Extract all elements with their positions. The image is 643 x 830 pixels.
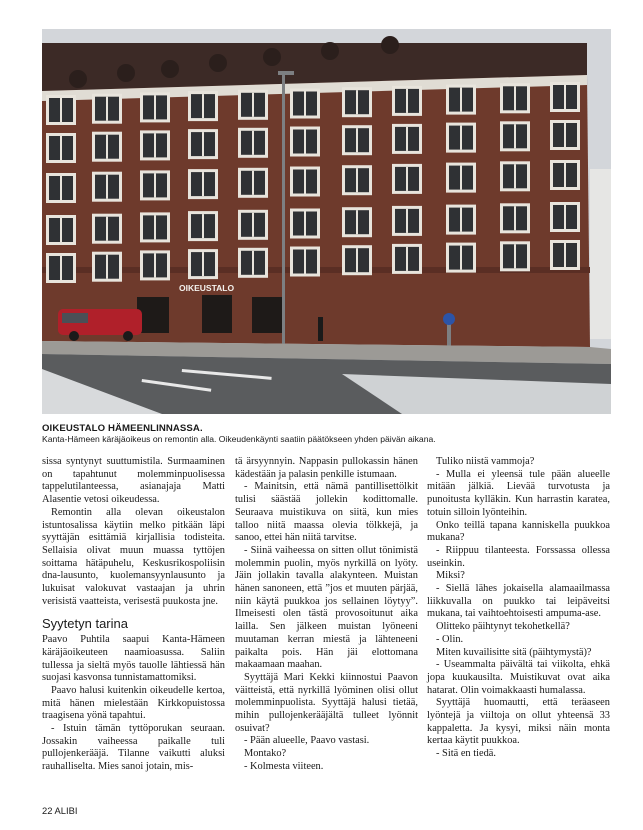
article-column-1 [42, 456, 225, 774]
paragraph: Paavo halusi kuitenkin oikeudelle kertoa, mitä hänen mielestään Kirkkopuistossa traagisena yönä tapahtui. [42, 684, 225, 722]
paragraph: - Istuin tämän tyttöporukan seuraan. Jossakin vaiheessa paikalle tuli pullojenkerääjä. Tilanne vaikutti aluksi rauhalliselta. Mies sanoi jotain, mis- [42, 723, 225, 773]
photo-caption-text: Kanta-Hämeen käräjäoikeus on remontin alla. Oikeudenkäynti saatiin päätökseen yhden päivän aikana. [42, 434, 436, 444]
courthouse-illustration [42, 29, 611, 414]
paragraph: - Siellä lähes jokaisella alamaailmassa liikkuvalla on puukko tai leipäveitsi mukana, tai vaihtoehtoisesti ampuma-ase. [427, 583, 610, 620]
building-sign: OIKEUSTALO [179, 283, 235, 293]
paragraph: Paavo Puhtila saapui Kanta-Hämeen käräjäoikeuteen naamioasussa. Saliin tullessa ja sieltä myös tauolle lähtiessä hän suojasi kasvonsa tunnistamattomiksi. [42, 634, 225, 684]
paragraph: Syyttäjä Mari Kekki kiinnostui Paavon väitteistä, että nyrkillä lyöminen olisi ollut molemminpuolista. Syyttäjä halusi tietää, mihin pullojenkerääjältä tulleet lyönnit osuivat? [235, 671, 418, 734]
paragraph: tä ärsyynnyin. Nappasin pullokassin hänen kädestään ja palasin penkille istumaan. [235, 456, 418, 480]
paragraph: - Mainitsin, että nämä pantillisettölkit tulisi säästää jollekin kodittomalle. Seuraava muistikuva on siitä, kun mies talloo niitä maassa olevia tölkkejä, ja sanoo, ettei hän niitä tarvitse. [235, 481, 418, 544]
paragraph: - Useammalta päivältä tai viikolta, ehkä jopa kuukausilta. Muistikuvat ovat aika hatarat. Olin voimakkaasti humalassa. [427, 659, 610, 696]
subheading: Syytetyn tarina [42, 616, 128, 632]
paragraph: - Pään alueelle, Paavo vastasi. [244, 735, 370, 747]
paragraph: Miten kuvailisitte sitä (päihtymystä)? [436, 646, 592, 658]
article-column-2 [235, 456, 418, 774]
page-folio: 22 ALIBI [42, 805, 78, 816]
paragraph: - Olin. [436, 633, 464, 645]
paragraph: - Siinä vaiheessa on sitten ollut tönimistä molemmin puolin, myös nyrkillä on lyöty. Jäin jollakin tavalla alakynteen. Muistan hänen sanoneen, että ”jos et muuten pärjää, niin käytä puukkoa jos sellainen löytyy”. Ilmeisesti olen tästä provosoitunut aika lailla. Sen jälkeen muistan lyöneeni muutaman kerran miestä ja lähteneeni paikalta pois. Hän jäi elottomana makaamaan maahan. [235, 544, 418, 671]
paragraph: - Riippuu tilanteesta. Forssassa ollessa useinkin. [427, 544, 610, 569]
paragraph: Montako? [244, 748, 287, 760]
article-column-3 [427, 456, 610, 761]
paragraph: - Sitä en tiedä. [436, 748, 497, 760]
paragraph: sissa syntynyt suuttumistila. Surmaaminen on tapahtunut molemminpuolisessa tappelutilanteessa, asianajaja Matti Alasentie vetosi oikeudessa. [42, 456, 225, 506]
courthouse-photo [42, 29, 611, 414]
photo-caption-title: OIKEUSTALO HÄMEENLINNASSA. [42, 423, 203, 434]
paragraph: Remontin alla olevan oikeustalon istuntosalissa käytiin melko pitkään läpi syyttäjän esittämiä kirjallisia todisteita. Sellaisia olivat muun muassa tyttöjen soittama hätäpuhelu, Keskusrikospoliisin dna-lausunto, kuolemansyynlausunto ja lukuisat valokuvat vastaajan ja uhrin verisistä vaatteista, verisestä puukosta jne. [42, 506, 225, 607]
paragraph: Syyttäjä huomautti, että teräaseen lyöntejä ja viiltoja on ollut yhteensä 33 kappaletta. Ja kysyi, miksi näin monta kertaa käytit puukkoa. [427, 697, 610, 747]
paragraph: - Kolmesta viiteen. [244, 760, 324, 772]
paragraph: Onko teillä tapana kanniskella puukkoa mukana? [427, 519, 610, 544]
paragraph: - Mulla ei yleensä tule pään alueelle mitään jälkiä. Lievää turvotusta ja punoitusta kylläkin. Kun harrastin karatea, totuin silloin lyönteihin. [427, 468, 610, 518]
paragraph: Miksi? [436, 570, 465, 582]
paragraph: Tuliko niistä vammoja? [436, 456, 535, 467]
paragraph: Olitteko päihtynyt tekohetkellä? [436, 621, 570, 633]
